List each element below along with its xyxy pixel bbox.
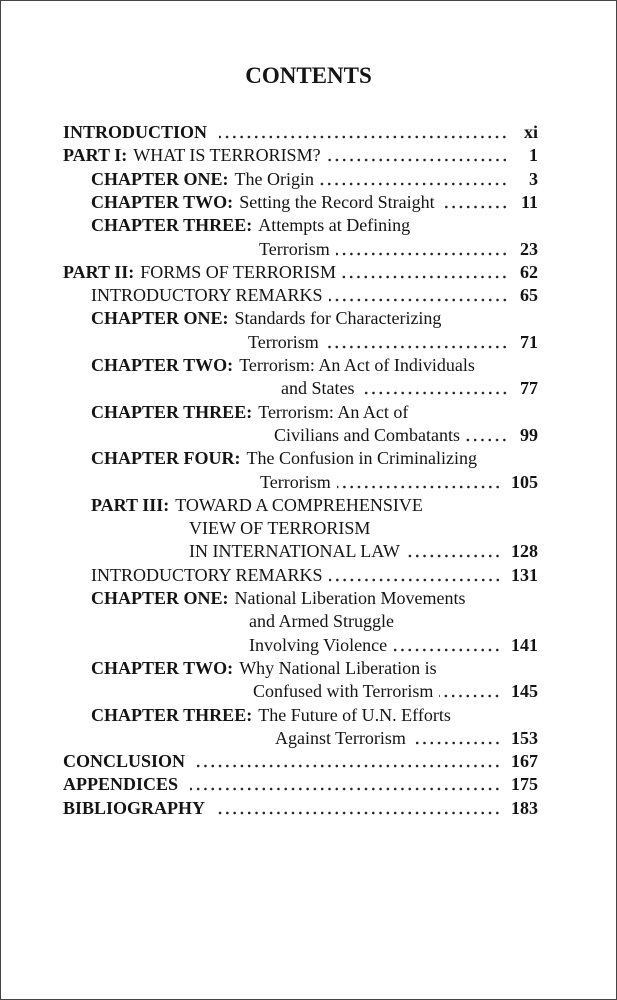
page-number: 167	[511, 751, 538, 772]
toc-entry-title: Terrorism	[248, 331, 319, 352]
toc-entry-title: The Confusion in Criminalizing	[246, 448, 477, 469]
toc-entry-line	[274, 424, 538, 447]
toc-entry-label: CHAPTER THREE:	[91, 401, 253, 422]
page-number: 1	[529, 145, 538, 166]
toc-entry-label: CHAPTER ONE:	[91, 168, 229, 189]
dot-leader	[320, 172, 508, 186]
toc-entry-title: Terrorism	[260, 471, 331, 492]
toc-entry-line	[91, 401, 538, 424]
dot-leader	[329, 568, 501, 582]
toc-entry-title: The Origin	[234, 168, 314, 189]
toc-entry-title: Why National Liberation is	[239, 657, 437, 678]
dot-leader	[406, 544, 501, 558]
page-number: 175	[511, 774, 538, 795]
page-number: 62	[520, 261, 538, 282]
toc-entry-label: CHAPTER THREE:	[91, 215, 253, 236]
toc-entry-label: INTRODUCTION	[63, 122, 208, 142]
toc-entry-title: and Armed Struggle	[249, 611, 394, 632]
toc-entry-line	[189, 517, 538, 540]
toc-entry-label: PART III:	[91, 494, 170, 515]
toc-entry-line	[91, 284, 538, 307]
toc-entry-label: CHAPTER TWO:	[91, 657, 234, 678]
toc-entry-label: CONCLUSION	[63, 751, 186, 772]
toc-entry-label: BIBLIOGRAPHY	[63, 797, 206, 818]
toc-entry-line	[91, 587, 538, 610]
toc-entry-line	[259, 238, 538, 261]
page-number: 99	[520, 424, 538, 445]
page-number: 153	[511, 727, 538, 748]
toc-entry-line	[63, 121, 538, 144]
toc-entry-line	[63, 773, 538, 796]
toc-entry-line	[91, 494, 538, 517]
dot-leader	[197, 754, 501, 768]
toc-entry-label: PART II:	[63, 261, 135, 282]
toc-entry-title: INTRODUCTORY REMARKS	[91, 564, 323, 585]
dot-leader	[412, 731, 501, 745]
toc-entry-title: and States	[281, 378, 355, 399]
toc-entry-line	[91, 447, 538, 470]
toc-entry-line	[63, 750, 538, 773]
page-number: 131	[511, 564, 538, 585]
dot-leader	[219, 125, 508, 139]
toc-entry-title: FORMS OF TERRORISM	[140, 261, 336, 282]
toc-entry-line	[281, 377, 538, 400]
toc-entry-line	[63, 261, 538, 284]
toc-entry-line	[275, 727, 538, 750]
toc-entry-line	[260, 471, 538, 494]
page-number: 71	[520, 331, 538, 352]
page-number: 183	[511, 797, 538, 818]
toc-entry-line	[91, 191, 538, 214]
toc-entry-title: Terrorism	[259, 238, 330, 259]
dot-leader	[325, 335, 508, 349]
toc-entry-label: CHAPTER THREE:	[91, 704, 253, 725]
dot-leader	[337, 475, 501, 489]
toc-entry-line	[91, 564, 538, 587]
dot-leader	[217, 801, 501, 815]
page-number: 145	[511, 681, 538, 702]
toc-entry-line	[91, 168, 538, 191]
dot-leader	[441, 195, 508, 209]
toc-entry-title: TOWARD A COMPREHENSIVE	[175, 494, 423, 515]
dot-leader	[439, 684, 501, 698]
toc-entry-label: CHAPTER TWO:	[91, 355, 234, 375]
toc-entry-title: The Future of U.N. Efforts	[258, 704, 451, 725]
dot-leader	[361, 381, 509, 395]
toc-entry-title: Attempts at Defining	[258, 215, 411, 236]
page-number: xi	[523, 122, 538, 142]
toc-entry-label: CHAPTER ONE:	[91, 588, 229, 608]
toc-entry-line	[91, 307, 538, 330]
toc-entry-label: APPENDICES	[63, 774, 179, 795]
page-number: 128	[511, 541, 538, 562]
dot-leader	[342, 265, 508, 279]
toc-entry-line	[249, 634, 538, 657]
dot-leader	[393, 638, 501, 652]
toc-entry-title: Civilians and Combatants	[274, 424, 460, 445]
toc-entry-title: VIEW OF TERRORISM	[189, 518, 371, 539]
toc-entry-title: Against Terrorism	[275, 727, 406, 748]
toc-entry-line	[91, 354, 538, 377]
toc-entry-label: CHAPTER ONE:	[91, 308, 229, 329]
toc-entry-line	[91, 704, 538, 727]
page-number: 23	[520, 238, 538, 259]
toc-entry-line	[91, 657, 538, 680]
dot-leader	[336, 242, 508, 256]
toc-entry-line	[63, 797, 538, 820]
toc-entry-title: IN INTERNATIONAL LAW	[189, 541, 400, 562]
toc-entry-title: Confused with Terrorism	[253, 681, 434, 702]
toc-entry-title: Setting the Record Straight	[239, 191, 435, 212]
toc-entry-line	[248, 331, 538, 354]
toc-entry-title: WHAT IS TERRORISM?	[133, 145, 321, 166]
dot-leader	[466, 428, 508, 442]
page-number: 65	[520, 285, 538, 306]
page-title: CONTENTS	[245, 63, 372, 88]
dot-leader	[329, 288, 508, 302]
dot-leader	[327, 148, 508, 162]
page-number: 141	[511, 634, 538, 655]
toc-entry-label: CHAPTER TWO:	[91, 191, 234, 212]
dot-leader	[190, 777, 501, 791]
toc-entry-title: Terrorism: An Act of	[258, 401, 409, 422]
toc-entry-line	[249, 610, 538, 633]
toc-entry-line	[91, 214, 538, 237]
page-number: 105	[511, 471, 538, 492]
toc-entry-line	[253, 680, 538, 703]
toc-entry-title: Involving Violence	[249, 634, 388, 655]
toc-entry-label: CHAPTER FOUR:	[91, 448, 241, 469]
toc-entry-title: Terrorism: An Act of Individuals	[239, 355, 475, 375]
toc-entry-label: PART I:	[63, 145, 128, 166]
toc-entry-line	[189, 540, 538, 563]
toc-entry-title: Standards for Characterizing	[234, 308, 442, 329]
page-number: 77	[520, 378, 538, 399]
toc-entry-title: National Liberation Movements	[234, 588, 466, 608]
toc-entry-line	[63, 144, 538, 167]
toc-entry-title: INTRODUCTORY REMARKS	[91, 285, 323, 306]
page-number: 11	[520, 191, 538, 212]
page-number: 3	[529, 168, 538, 189]
